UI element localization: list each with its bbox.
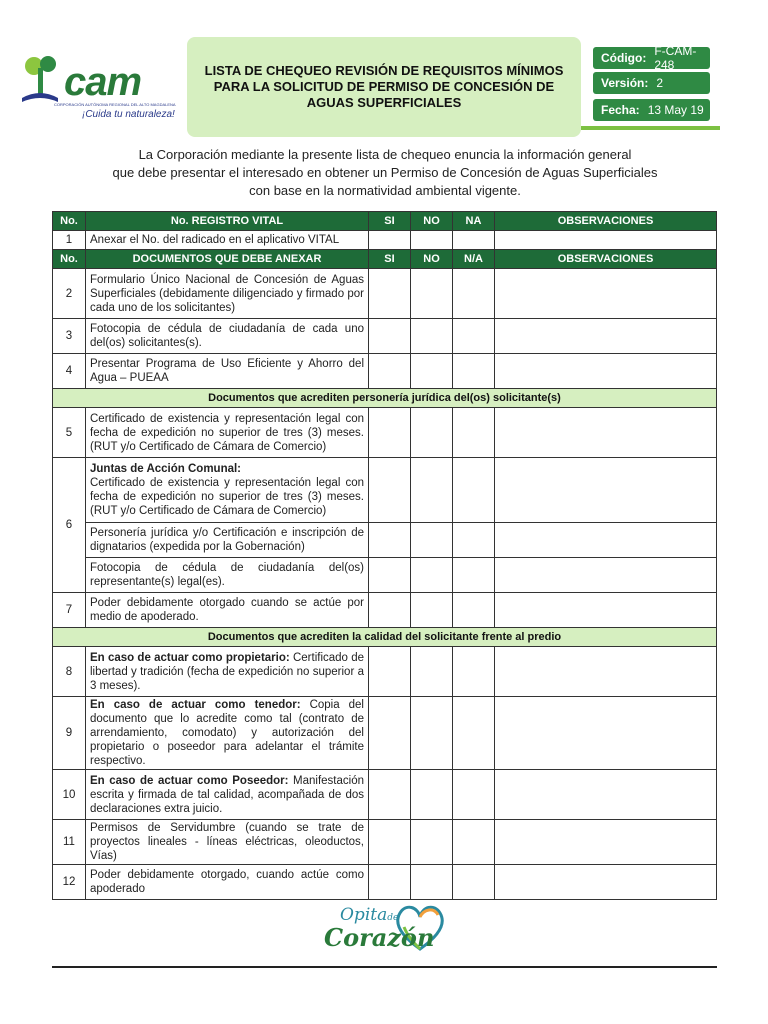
na-checkbox-cell[interactable] xyxy=(453,865,495,900)
version-badge xyxy=(593,72,710,94)
observaciones-cell[interactable] xyxy=(495,231,717,250)
row-number: 12 xyxy=(53,865,86,900)
col-si-header: SI xyxy=(369,212,411,231)
intro-line: con base en la normatividad ambiental vigente. xyxy=(249,183,521,198)
na-checkbox-cell[interactable] xyxy=(453,458,495,523)
observaciones-cell[interactable] xyxy=(495,354,717,389)
version-label: Versión: xyxy=(601,76,649,90)
na-checkbox-cell[interactable] xyxy=(453,523,495,558)
col-no-answer-header: NO xyxy=(411,212,453,231)
row-description-text: Manifestación escrita y firmada de tal calidad, acompañada de dos declaraciones extra juicio. xyxy=(90,774,364,815)
na-checkbox-cell[interactable] xyxy=(453,354,495,389)
logo-subtitle: CORPORACIÓN AUTÓNOMA REGIONAL DEL ALTO MAGDALENA xyxy=(54,102,176,107)
col-na-header: NA xyxy=(453,212,495,231)
row-description: Anexar el No. del radicado en el aplicativo VITAL xyxy=(86,231,369,250)
no-checkbox-cell[interactable] xyxy=(411,269,453,319)
na-checkbox-cell[interactable] xyxy=(453,697,495,770)
si-checkbox-cell[interactable] xyxy=(369,647,411,697)
checklist-table xyxy=(52,211,717,900)
na-checkbox-cell[interactable] xyxy=(453,231,495,250)
row-number: 10 xyxy=(53,770,86,820)
row-description: Fotocopia de cédula de ciudadanía de cada uno del(os) solicitantes(s). xyxy=(86,319,369,354)
no-checkbox-cell[interactable] xyxy=(411,647,453,697)
si-checkbox-cell[interactable] xyxy=(369,523,411,558)
si-checkbox-cell[interactable] xyxy=(369,697,411,770)
si-checkbox-cell[interactable] xyxy=(369,319,411,354)
row-description: Personería jurídica y/o Certificación e inscripción de dignatarios (expedida por la Gobernación) xyxy=(86,523,369,558)
document-title: LISTA DE CHEQUEO REVISIÓN DE REQUISITOS MÍNIMOS PARA LA SOLICITUD DE PERMISO DE CONCESIÓN DE AGUAS SUPERFICIALES xyxy=(204,63,564,110)
codigo-badge xyxy=(593,44,710,72)
logo-wordmark: cam xyxy=(64,60,142,104)
si-checkbox-cell[interactable] xyxy=(369,820,411,865)
footer-divider xyxy=(52,966,717,968)
table-header-row xyxy=(53,250,717,269)
intro-line: La Corporación mediante la presente lista de chequeo enuncia la información general xyxy=(138,147,632,162)
table-row xyxy=(53,231,717,250)
si-checkbox-cell[interactable] xyxy=(369,231,411,250)
si-checkbox-cell[interactable] xyxy=(369,558,411,593)
na-checkbox-cell[interactable] xyxy=(453,770,495,820)
codigo-value: F-CAM-248 xyxy=(654,44,697,72)
row-number: 5 xyxy=(53,408,86,458)
no-checkbox-cell[interactable] xyxy=(411,593,453,628)
row-description: Permisos de Servidumbre (cuando se trate de proyectos lineales - líneas eléctricas, oleoductos, Vías) xyxy=(86,820,369,865)
col-no-header: No. xyxy=(53,212,86,231)
table-row xyxy=(53,647,717,697)
si-checkbox-cell[interactable] xyxy=(369,408,411,458)
codigo-label: Código: xyxy=(601,51,647,65)
no-checkbox-cell[interactable] xyxy=(411,319,453,354)
row-description-bold: En caso de actuar como tenedor: xyxy=(90,699,301,711)
header-divider xyxy=(581,126,720,130)
observaciones-cell[interactable] xyxy=(495,647,717,697)
observaciones-cell[interactable] xyxy=(495,820,717,865)
no-checkbox-cell[interactable] xyxy=(411,865,453,900)
row-description xyxy=(86,770,369,820)
si-checkbox-cell[interactable] xyxy=(369,770,411,820)
na-checkbox-cell[interactable] xyxy=(453,593,495,628)
row-description-bold: En caso de actuar como Poseedor: xyxy=(90,774,289,787)
observaciones-cell[interactable] xyxy=(495,593,717,628)
row-number: 11 xyxy=(53,820,86,865)
table-row xyxy=(53,269,717,319)
no-checkbox-cell[interactable] xyxy=(411,558,453,593)
col-na-header: N/A xyxy=(453,250,495,269)
footer-opita-text: Opitade xyxy=(340,905,399,925)
na-checkbox-cell[interactable] xyxy=(453,558,495,593)
row-description-bold: En caso de actuar como propietario: xyxy=(90,651,290,664)
na-checkbox-cell[interactable] xyxy=(453,647,495,697)
table-row xyxy=(53,697,717,770)
cam-logo xyxy=(20,52,176,124)
row-number: 2 xyxy=(53,269,86,319)
opita-de-corazon-logo xyxy=(318,897,452,961)
no-checkbox-cell[interactable] xyxy=(411,354,453,389)
na-checkbox-cell[interactable] xyxy=(453,319,495,354)
observaciones-cell[interactable] xyxy=(495,558,717,593)
section-title: Documentos que acrediten la calidad del solicitante frente al predio xyxy=(53,628,717,647)
row-number: 6 xyxy=(53,458,86,593)
na-checkbox-cell[interactable] xyxy=(453,408,495,458)
table-row xyxy=(53,408,717,458)
section-header-row xyxy=(53,628,717,647)
row-description: Certificado de existencia y representación legal con fecha de expedición no superior de tres (3) meses. (RUT y/o Certificado de Cámara de Comercio) xyxy=(86,408,369,458)
no-checkbox-cell[interactable] xyxy=(411,458,453,523)
no-checkbox-cell[interactable] xyxy=(411,408,453,458)
row-description: Formulario Único Nacional de Concesión de Aguas Superficiales (debidamente diligenciado y firmado por cada uno de los solicitantes) xyxy=(86,269,369,319)
table-row xyxy=(53,770,717,820)
observaciones-cell[interactable] xyxy=(495,269,717,319)
table-row xyxy=(53,820,717,865)
si-checkbox-cell[interactable] xyxy=(369,269,411,319)
row-number: 3 xyxy=(53,319,86,354)
col-no-header: No. xyxy=(53,250,86,269)
col-observaciones-header: OBSERVACIONES xyxy=(495,250,717,269)
no-checkbox-cell[interactable] xyxy=(411,231,453,250)
si-checkbox-cell[interactable] xyxy=(369,354,411,389)
table-row xyxy=(53,558,717,593)
table-row xyxy=(53,319,717,354)
no-checkbox-cell[interactable] xyxy=(411,820,453,865)
col-documentos-header: DOCUMENTOS QUE DEBE ANEXAR xyxy=(86,250,369,269)
table-row xyxy=(53,593,717,628)
row-description xyxy=(86,458,369,523)
na-checkbox-cell[interactable] xyxy=(453,820,495,865)
fecha-badge xyxy=(593,99,710,121)
fecha-value: 13 May 19 xyxy=(647,103,704,117)
row-description-text: Certificado de existencia y representación legal con fecha de expedición no superior de tres (3) meses. (RUT y/o Certificado de Cámara de Comercio) xyxy=(90,477,364,517)
row-description: Poder debidamente otorgado cuando se actúe por medio de apoderado. xyxy=(86,593,369,628)
row-description-text: Copia del documento que lo acredite como tal (contrato de arrendamiento, comodato) y autorización del propietario o poseedor para adelantar el trámite respectivo. xyxy=(90,699,364,767)
na-checkbox-cell[interactable] xyxy=(453,269,495,319)
row-number: 8 xyxy=(53,647,86,697)
section-header-row xyxy=(53,389,717,408)
row-number: 4 xyxy=(53,354,86,389)
row-number: 1 xyxy=(53,231,86,250)
row-description xyxy=(86,697,369,770)
no-checkbox-cell[interactable] xyxy=(411,770,453,820)
table-row xyxy=(53,458,717,523)
row-number: 7 xyxy=(53,593,86,628)
version-value: 2 xyxy=(656,76,664,90)
row-description-text: Certificado de libertad y tradición (fecha de expedición no superior a 3 meses). xyxy=(90,651,364,692)
observaciones-cell[interactable] xyxy=(495,319,717,354)
observaciones-cell[interactable] xyxy=(495,408,717,458)
observaciones-cell[interactable] xyxy=(495,697,717,770)
no-checkbox-cell[interactable] xyxy=(411,697,453,770)
row-number: 9 xyxy=(53,697,86,770)
document-title-box xyxy=(187,37,581,137)
row-description: Fotocopia de cédula de ciudadanía del(os) representante(s) legal(es). xyxy=(86,558,369,593)
table-row xyxy=(53,354,717,389)
observaciones-cell[interactable] xyxy=(495,865,717,900)
observaciones-cell[interactable] xyxy=(495,523,717,558)
fecha-label: Fecha: xyxy=(601,103,640,117)
col-si-header: SI xyxy=(369,250,411,269)
table-header-row xyxy=(53,212,717,231)
row-description-bold: Juntas de Acción Comunal: xyxy=(90,463,242,475)
si-checkbox-cell[interactable] xyxy=(369,865,411,900)
si-checkbox-cell[interactable] xyxy=(369,593,411,628)
observaciones-cell[interactable] xyxy=(495,770,717,820)
section-title: Documentos que acrediten personería jurídica del(os) solicitante(s) xyxy=(53,389,717,408)
observaciones-cell[interactable] xyxy=(495,458,717,523)
col-no-answer-header: NO xyxy=(411,250,453,269)
row-description: Poder debidamente otorgado, cuando actúe como apoderado xyxy=(86,865,369,900)
footer-corazon-text: Corazón xyxy=(324,923,435,952)
col-observaciones-header: OBSERVACIONES xyxy=(495,212,717,231)
intro-paragraph xyxy=(90,146,680,200)
intro-line: que debe presentar el interesado en obtener un Permiso de Concesión de Aguas Superficiales xyxy=(112,165,658,180)
logo-slogan: ¡Cuida tu naturaleza! xyxy=(82,109,175,120)
si-checkbox-cell[interactable] xyxy=(369,458,411,523)
no-checkbox-cell[interactable] xyxy=(411,523,453,558)
table-row xyxy=(53,523,717,558)
col-registro-header: No. REGISTRO VITAL xyxy=(86,212,369,231)
table-row xyxy=(53,865,717,900)
row-description: Presentar Programa de Uso Eficiente y Ahorro del Agua – PUEAA xyxy=(86,354,369,389)
row-description xyxy=(86,647,369,697)
